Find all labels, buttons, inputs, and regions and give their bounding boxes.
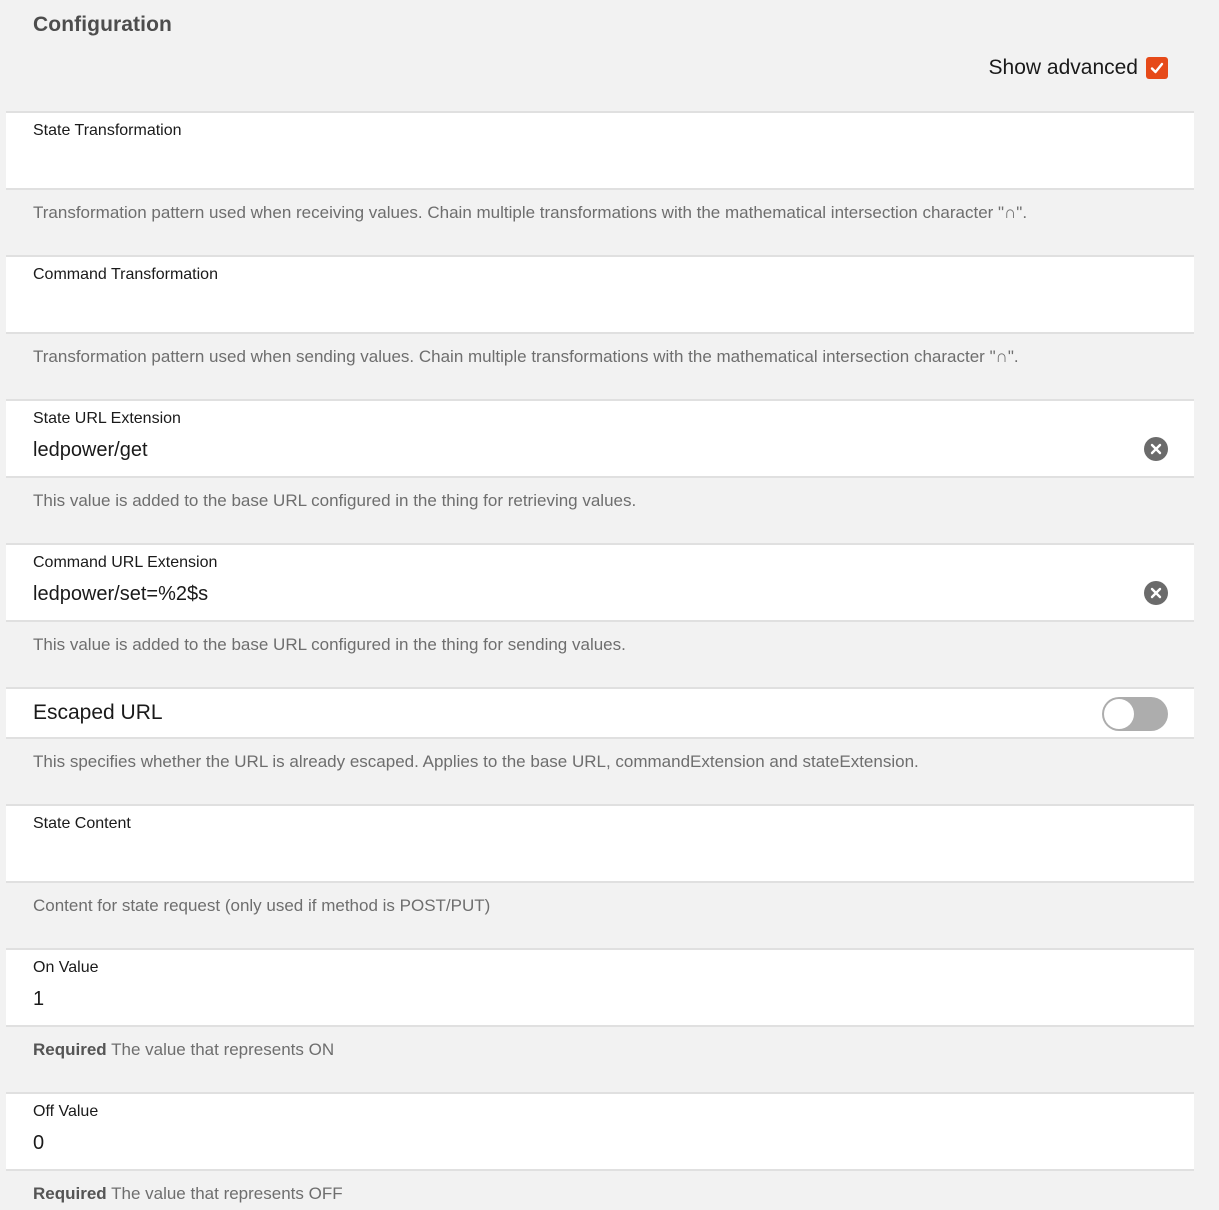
required-label: Required [33, 1184, 107, 1203]
command-url-extension-label: Command URL Extension [33, 554, 218, 571]
off-value-input[interactable]: 0 [33, 1132, 45, 1154]
on-value-hint-text: The value that represents ON [111, 1040, 335, 1059]
off-value-hint [33, 1184, 343, 1204]
show-advanced-toggle[interactable] [989, 56, 1168, 80]
toggle-knob [1104, 699, 1134, 729]
command-transformation-field[interactable] [6, 255, 1194, 334]
required-label: Required [33, 1040, 107, 1059]
state-content-field[interactable] [6, 804, 1194, 883]
checkmark-icon [1149, 60, 1165, 76]
escaped-url-label: Escaped URL [33, 701, 163, 724]
escaped-url-toggle[interactable] [1102, 697, 1168, 731]
clear-circle-icon [1150, 443, 1162, 455]
on-value-hint [33, 1040, 334, 1060]
clear-command-url-button[interactable] [1144, 581, 1168, 605]
command-url-extension-hint: This value is added to the base URL configured in the thing for sending values. [33, 635, 626, 654]
state-url-extension-field[interactable] [6, 399, 1194, 478]
show-advanced-checkbox[interactable] [1146, 57, 1168, 79]
command-transformation-label: Command Transformation [33, 266, 218, 283]
state-content-hint: Content for state request (only used if method is POST/PUT) [33, 896, 491, 915]
state-url-extension-label: State URL Extension [33, 410, 181, 427]
state-url-extension-hint: This value is added to the base URL configured in the thing for retrieving values. [33, 491, 637, 510]
clear-state-url-button[interactable] [1144, 437, 1168, 461]
block-title: Configuration [33, 13, 172, 36]
escaped-url-field [6, 687, 1194, 739]
on-value-label: On Value [33, 959, 99, 976]
command-transformation-hint: Transformation pattern used when sending values. Chain multiple transformations with the mathematical intersection character "∩". [33, 347, 1019, 366]
off-value-hint-text: The value that represents OFF [111, 1184, 343, 1203]
state-transformation-label: State Transformation [33, 122, 182, 139]
state-transformation-field[interactable] [6, 111, 1194, 190]
on-value-field[interactable] [6, 948, 1194, 1027]
escaped-url-hint: This specifies whether the URL is already escaped. Applies to the base URL, commandExtension and stateExtension. [33, 752, 919, 771]
clear-circle-icon [1150, 587, 1162, 599]
off-value-label: Off Value [33, 1103, 99, 1120]
command-url-extension-input[interactable]: ledpower/set=%2$s [33, 583, 209, 605]
on-value-input[interactable]: 1 [33, 988, 45, 1010]
show-advanced-label: Show advanced [988, 56, 1138, 79]
off-value-field[interactable] [6, 1092, 1194, 1171]
state-transformation-hint: Transformation pattern used when receiving values. Chain multiple transformations with the mathematical intersection character "∩". [33, 203, 1028, 222]
state-url-extension-input[interactable]: ledpower/get [33, 439, 148, 461]
state-content-label: State Content [33, 815, 131, 832]
command-url-extension-field[interactable] [6, 543, 1194, 622]
